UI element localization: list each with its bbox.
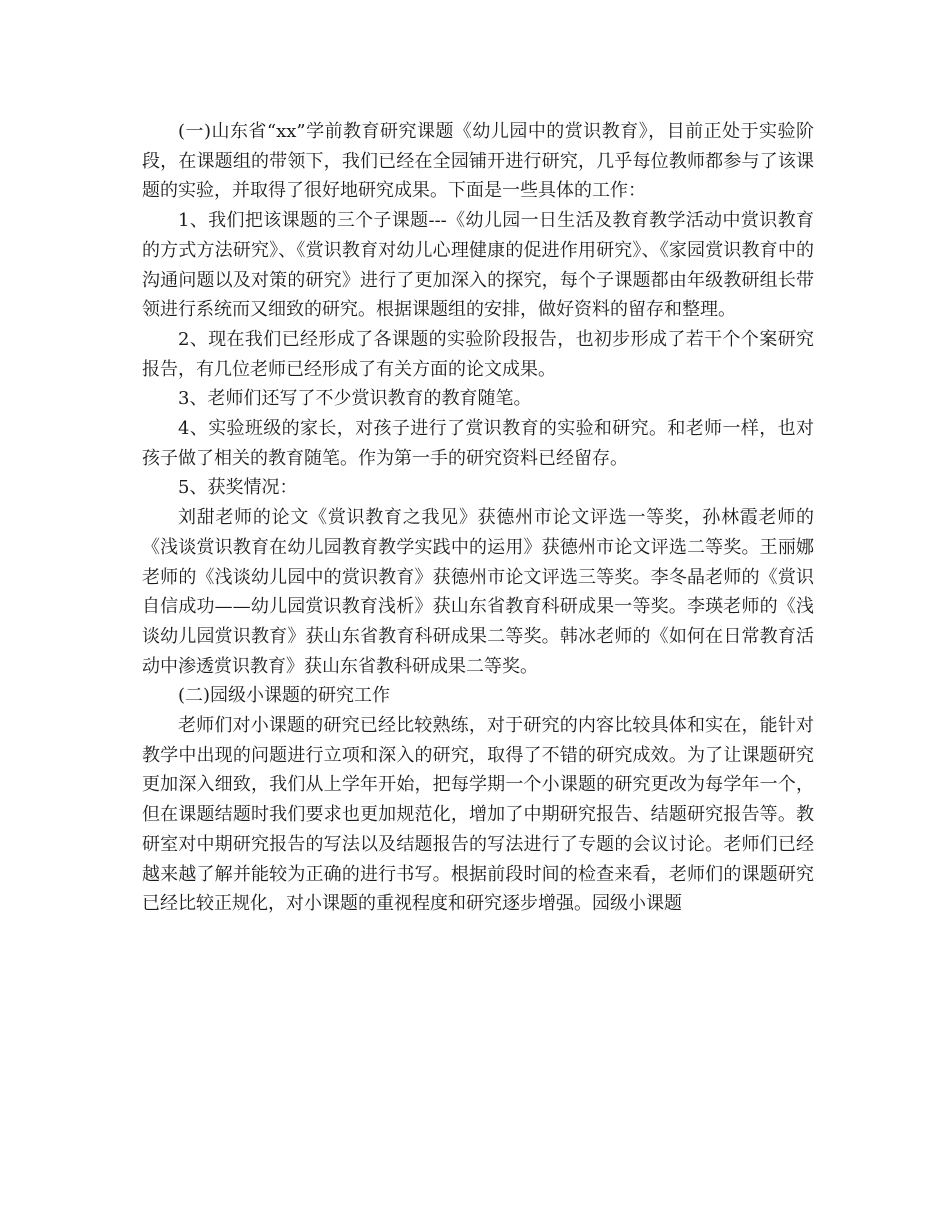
section-heading-small-projects: (二)园级小课题的研究工作 — [178, 685, 391, 707]
paragraph-item-5-heading: 5、获奖情况： — [178, 477, 298, 499]
document-body — [142, 117, 814, 919]
paragraph-item-1: 1、我们把该课题的三个子课题---《幼儿园一日生活及教育教学活动中赏识教育的方式方法研究》、《赏识教育对幼儿心理健康的促进作用研究》、《家园赏识教育中的沟通问题以及对策的研究》进行了更加深入的探究，每个子课题都由年级教研组长带领进行系统而又细致的研究。根据课题组的安排，做好资料的留存和整理。 — [142, 210, 814, 321]
paragraph-item-4: 4、实验班级的家长，对孩子进行了赏识教育的实验和研究。和老师一样，也对孩子做了相关的教育随笔。作为第一手的研究资料已经留存。 — [142, 418, 814, 469]
paragraph-provincial-project-intro: (一)山东省“xx”学前教育研究课题《幼儿园中的赏识教育》，目前正处于实验阶段，在课题组的带领下，我们已经在全园铺开进行研究，几乎每位教师都参与了该课题的实验，并取得了很好地研究成果。下面是一些具体的工作： — [142, 121, 814, 202]
paragraph-item-2: 2、现在我们已经形成了各课题的实验阶段报告，也初步形成了若干个个案研究报告，有几位老师已经形成了有关方面的论文成果。 — [142, 328, 814, 380]
paragraph-small-projects: 老师们对小课题的研究已经比较熟练，对于研究的内容比较具体和实在，能针对教学中出现的问题进行立项和深入的研究，取得了不错的研究成效。为了让课题研究更加深入细致，我们从上学年开始，把每学期一个小课题的研究更改为每学年一个，但在课题结题时我们要求也更加规范化，增加了中期研究报告、结题研究报告等。教研室对中期研究报告的写法以及结题报告的写法进行了专题的会议讨论。老师们已经越来越了解并能较为正确的进行书写。根据前段时间的检查来看，老师们的课题研究已经比较正规化，对小课题的重视程度和研究逐步增强。园级小课题 — [142, 715, 814, 915]
paragraph-item-3: 3、老师们还写了不少赏识教育的教育随笔。 — [178, 388, 532, 410]
paragraph-awards: 刘甜老师的论文《赏识教育之我见》获德州市论文评选一等奖，孙林霞老师的《浅谈赏识教育在幼儿园教育教学实践中的运用》获德州市论文评选二等奖。王丽娜老师的《浅谈幼儿园中的赏识教育》获德州市论文评选三等奖。李冬晶老师的《赏识自信成功——幼儿园赏识教育浅析》获山东省教育科研成果一等奖。李瑛老师的《浅谈幼儿园赏识教育》获山东省教育科研成果二等奖。韩冰老师的《如何在日常教育活动中渗透赏识教育》获山东省教科研成果二等奖。 — [142, 507, 814, 677]
